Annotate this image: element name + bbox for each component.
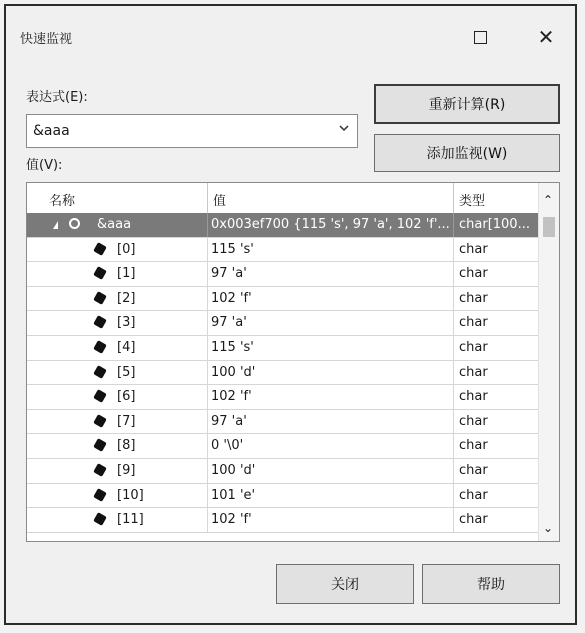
cell-name: [11] bbox=[117, 512, 144, 528]
cell-divider bbox=[207, 508, 208, 532]
window-title: 快速监视 bbox=[20, 32, 73, 47]
array-element-icon bbox=[93, 414, 107, 428]
cell-divider bbox=[207, 336, 208, 360]
table-row[interactable] bbox=[27, 508, 541, 533]
cell-divider bbox=[453, 459, 454, 483]
table-row[interactable] bbox=[27, 238, 541, 263]
array-element-icon bbox=[93, 365, 107, 379]
table-row[interactable] bbox=[27, 410, 541, 435]
table-row[interactable] bbox=[27, 336, 541, 361]
cell-divider bbox=[453, 508, 454, 532]
cell-type: char bbox=[459, 438, 488, 454]
column-header-name[interactable]: 名称 bbox=[49, 194, 76, 209]
cell-divider bbox=[207, 361, 208, 385]
cell-type: char bbox=[459, 241, 488, 257]
cell-type: char bbox=[459, 487, 488, 503]
array-element-icon bbox=[93, 488, 107, 502]
cell-value: 0 '\0' bbox=[211, 438, 244, 454]
cell-divider bbox=[453, 287, 454, 311]
expression-value: &aaa bbox=[33, 123, 70, 139]
table-row[interactable] bbox=[27, 459, 541, 484]
help-button[interactable]: 帮助 bbox=[422, 564, 560, 604]
cell-divider bbox=[453, 434, 454, 458]
array-element-icon bbox=[93, 512, 107, 526]
cell-name: [10] bbox=[117, 487, 144, 503]
cell-name: [4] bbox=[117, 339, 136, 355]
recalculate-button[interactable]: 重新计算(R) bbox=[374, 84, 560, 124]
cell-name: &aaa bbox=[97, 217, 132, 232]
cell-divider bbox=[453, 484, 454, 508]
cell-divider bbox=[207, 410, 208, 434]
cell-type: char[100... bbox=[459, 217, 530, 232]
cell-type: char bbox=[459, 364, 488, 380]
value-label: 值(V): bbox=[26, 158, 63, 173]
cell-type: char bbox=[459, 512, 488, 528]
cell-type: char bbox=[459, 339, 488, 355]
cell-divider bbox=[207, 213, 208, 237]
cell-name: [0] bbox=[117, 241, 136, 257]
table-row[interactable] bbox=[27, 262, 541, 287]
cell-name: [6] bbox=[117, 389, 136, 405]
table-row[interactable] bbox=[27, 385, 541, 410]
array-element-icon bbox=[93, 340, 107, 354]
cell-divider bbox=[453, 385, 454, 409]
cell-divider bbox=[453, 410, 454, 434]
cell-name: [9] bbox=[117, 462, 136, 478]
vertical-scrollbar[interactable] bbox=[538, 183, 559, 541]
cell-name: [5] bbox=[117, 364, 136, 380]
array-element-icon bbox=[93, 439, 107, 453]
cell-type: char bbox=[459, 290, 488, 306]
array-element-icon bbox=[93, 266, 107, 280]
table-row[interactable] bbox=[27, 287, 541, 312]
cell-value: 0x003ef700 {115 's', 97 'a', 102 'f'... bbox=[211, 217, 450, 232]
cell-value: 97 'a' bbox=[211, 413, 247, 429]
grid-rows bbox=[27, 213, 541, 533]
cell-value: 100 'd' bbox=[211, 364, 256, 380]
cell-divider bbox=[207, 238, 208, 262]
cell-type: char bbox=[459, 462, 488, 478]
cell-value: 102 'f' bbox=[211, 389, 252, 405]
cell-value: 102 'f' bbox=[211, 512, 252, 528]
watch-grid[interactable] bbox=[26, 182, 560, 542]
cell-divider bbox=[453, 311, 454, 335]
cell-divider bbox=[453, 238, 454, 262]
scroll-down-icon[interactable]: ⌄ bbox=[543, 521, 554, 535]
cell-divider bbox=[453, 262, 454, 286]
expression-label: 表达式(E): bbox=[26, 90, 88, 105]
quick-watch-dialog bbox=[4, 4, 577, 625]
array-element-icon bbox=[93, 291, 107, 305]
table-row[interactable] bbox=[27, 361, 541, 386]
table-row[interactable] bbox=[27, 213, 541, 238]
cell-value: 101 'e' bbox=[211, 487, 256, 503]
cell-name: [3] bbox=[117, 315, 136, 331]
maximize-icon[interactable] bbox=[464, 24, 496, 50]
variable-icon bbox=[69, 218, 80, 229]
array-element-icon bbox=[93, 463, 107, 477]
cell-divider bbox=[453, 213, 454, 237]
column-divider[interactable] bbox=[453, 183, 454, 213]
cell-name: [7] bbox=[117, 413, 136, 429]
scroll-thumb[interactable] bbox=[543, 217, 555, 237]
cell-divider bbox=[453, 336, 454, 360]
table-row[interactable] bbox=[27, 311, 541, 336]
column-header-type[interactable]: 类型 bbox=[459, 194, 486, 209]
cell-type: char bbox=[459, 315, 488, 331]
grid-header bbox=[27, 183, 541, 214]
cell-value: 97 'a' bbox=[211, 266, 247, 282]
close-button[interactable]: 关闭 bbox=[276, 564, 414, 604]
cell-divider bbox=[207, 262, 208, 286]
cell-type: char bbox=[459, 266, 488, 282]
cell-divider bbox=[207, 434, 208, 458]
cell-value: 115 's' bbox=[211, 241, 254, 257]
array-element-icon bbox=[93, 242, 107, 256]
column-divider[interactable] bbox=[207, 183, 208, 213]
expand-arrow-icon[interactable] bbox=[53, 221, 58, 229]
cell-value: 97 'a' bbox=[211, 315, 247, 331]
cell-value: 100 'd' bbox=[211, 462, 256, 478]
cell-value: 115 's' bbox=[211, 339, 254, 355]
add-watch-button[interactable]: 添加监视(W) bbox=[374, 134, 560, 172]
close-icon[interactable]: ✕ bbox=[537, 25, 555, 49]
cell-value: 102 'f' bbox=[211, 290, 252, 306]
cell-divider bbox=[207, 459, 208, 483]
column-header-value[interactable]: 值 bbox=[213, 194, 227, 209]
table-row[interactable] bbox=[27, 484, 541, 509]
cell-divider bbox=[207, 484, 208, 508]
cell-type: char bbox=[459, 413, 488, 429]
scroll-up-icon[interactable]: ⌃ bbox=[543, 193, 554, 207]
table-row[interactable] bbox=[27, 434, 541, 459]
expression-input[interactable] bbox=[26, 114, 358, 148]
cell-divider bbox=[453, 361, 454, 385]
chevron-down-icon[interactable] bbox=[337, 121, 351, 135]
cell-name: [2] bbox=[117, 290, 136, 306]
cell-divider bbox=[207, 287, 208, 311]
cell-divider bbox=[207, 311, 208, 335]
cell-name: [1] bbox=[117, 266, 136, 282]
array-element-icon bbox=[93, 389, 107, 403]
array-element-icon bbox=[93, 316, 107, 330]
cell-type: char bbox=[459, 389, 488, 405]
cell-name: [8] bbox=[117, 438, 136, 454]
cell-divider bbox=[207, 385, 208, 409]
